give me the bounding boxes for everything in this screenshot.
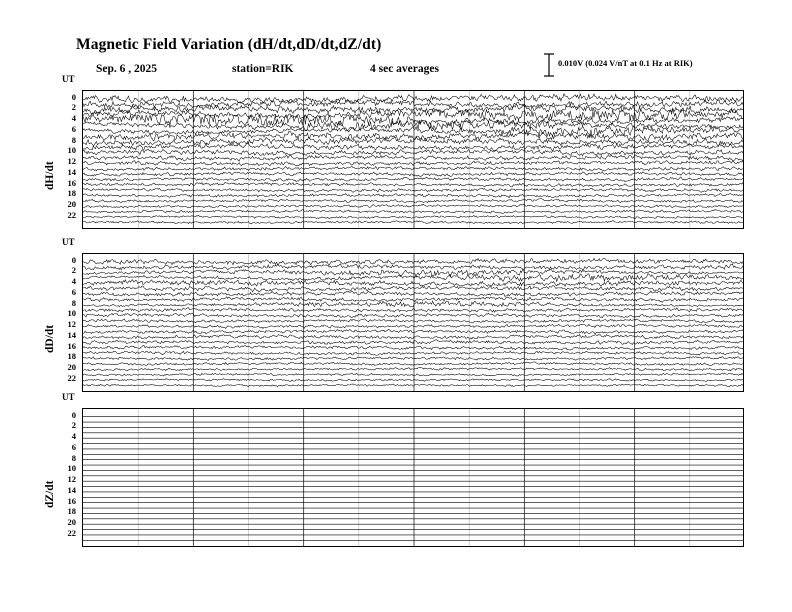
hour-tick-label: 20 (67, 199, 76, 210)
hour-tick-label: 8 (71, 452, 76, 463)
hour-tick-label: 22 (67, 527, 76, 538)
panel-dddt-plot (82, 253, 744, 392)
hour-tick-label: 0 (71, 91, 76, 102)
hour-tick-label: 8 (71, 134, 76, 145)
calibration-label: 0.010V (0.024 V/nT at 0.1 Hz at RIK) (558, 58, 693, 68)
hour-tick-label: 14 (67, 166, 76, 177)
hour-tick-label: 12 (67, 156, 76, 167)
hour-tick-label: 8 (71, 297, 76, 308)
observation-date: Sep. 6 , 2025 (96, 63, 158, 75)
panel-dhdt (82, 90, 744, 229)
hour-tick-label: 6 (71, 441, 76, 452)
ut-label-dzdt: UT (62, 392, 75, 402)
averaging-label: 4 sec averages (370, 63, 439, 75)
hour-tick-label: 18 (67, 506, 76, 517)
panel-dzdt-plot (82, 408, 744, 547)
hour-tick-label: 0 (71, 409, 76, 420)
hour-tick-label: 18 (67, 188, 76, 199)
panel-dzdt (82, 408, 744, 547)
hour-tick-label: 22 (67, 372, 76, 383)
hour-tick-label: 12 (67, 474, 76, 485)
calibration-bar-icon (543, 52, 743, 78)
hour-tick-label: 14 (67, 484, 76, 495)
station-label: station=RIK (232, 63, 294, 75)
ut-label-dddt: UT (62, 237, 75, 247)
hour-tick-label: 16 (67, 340, 76, 351)
hour-tick-label: 4 (71, 113, 76, 124)
hour-tick-label: 12 (67, 319, 76, 330)
hour-tick-label: 16 (67, 495, 76, 506)
hour-tick-label: 10 (67, 463, 76, 474)
hour-tick-label: 6 (71, 123, 76, 134)
hour-tick-label: 2 (71, 420, 76, 431)
axis-title-dddt: dD/dt (44, 324, 56, 353)
axis-title-dzdt: dZ/dt (44, 480, 56, 508)
hour-tick-label: 2 (71, 102, 76, 113)
panel-dddt (82, 253, 744, 392)
hour-tick-label: 6 (71, 286, 76, 297)
panel-dhdt-plot (82, 90, 744, 229)
hour-tick-label: 4 (71, 276, 76, 287)
axis-title-dhdt: dH/dt (44, 161, 56, 190)
hour-tick-label: 10 (67, 145, 76, 156)
hour-tick-label: 10 (67, 308, 76, 319)
ut-label-dhdt: UT (62, 74, 75, 84)
hour-tick-label: 14 (67, 329, 76, 340)
hour-tick-label: 20 (67, 362, 76, 373)
hour-tick-label: 22 (67, 209, 76, 220)
page-title: Magnetic Field Variation (dH/dt,dD/dt,dZ/dt) (76, 36, 382, 53)
hour-tick-label: 18 (67, 351, 76, 362)
hour-tick-label: 20 (67, 517, 76, 528)
hour-tick-label: 2 (71, 265, 76, 276)
hour-tick-label: 4 (71, 431, 76, 442)
hour-tick-label: 16 (67, 177, 76, 188)
hour-tick-label: 0 (71, 254, 76, 265)
